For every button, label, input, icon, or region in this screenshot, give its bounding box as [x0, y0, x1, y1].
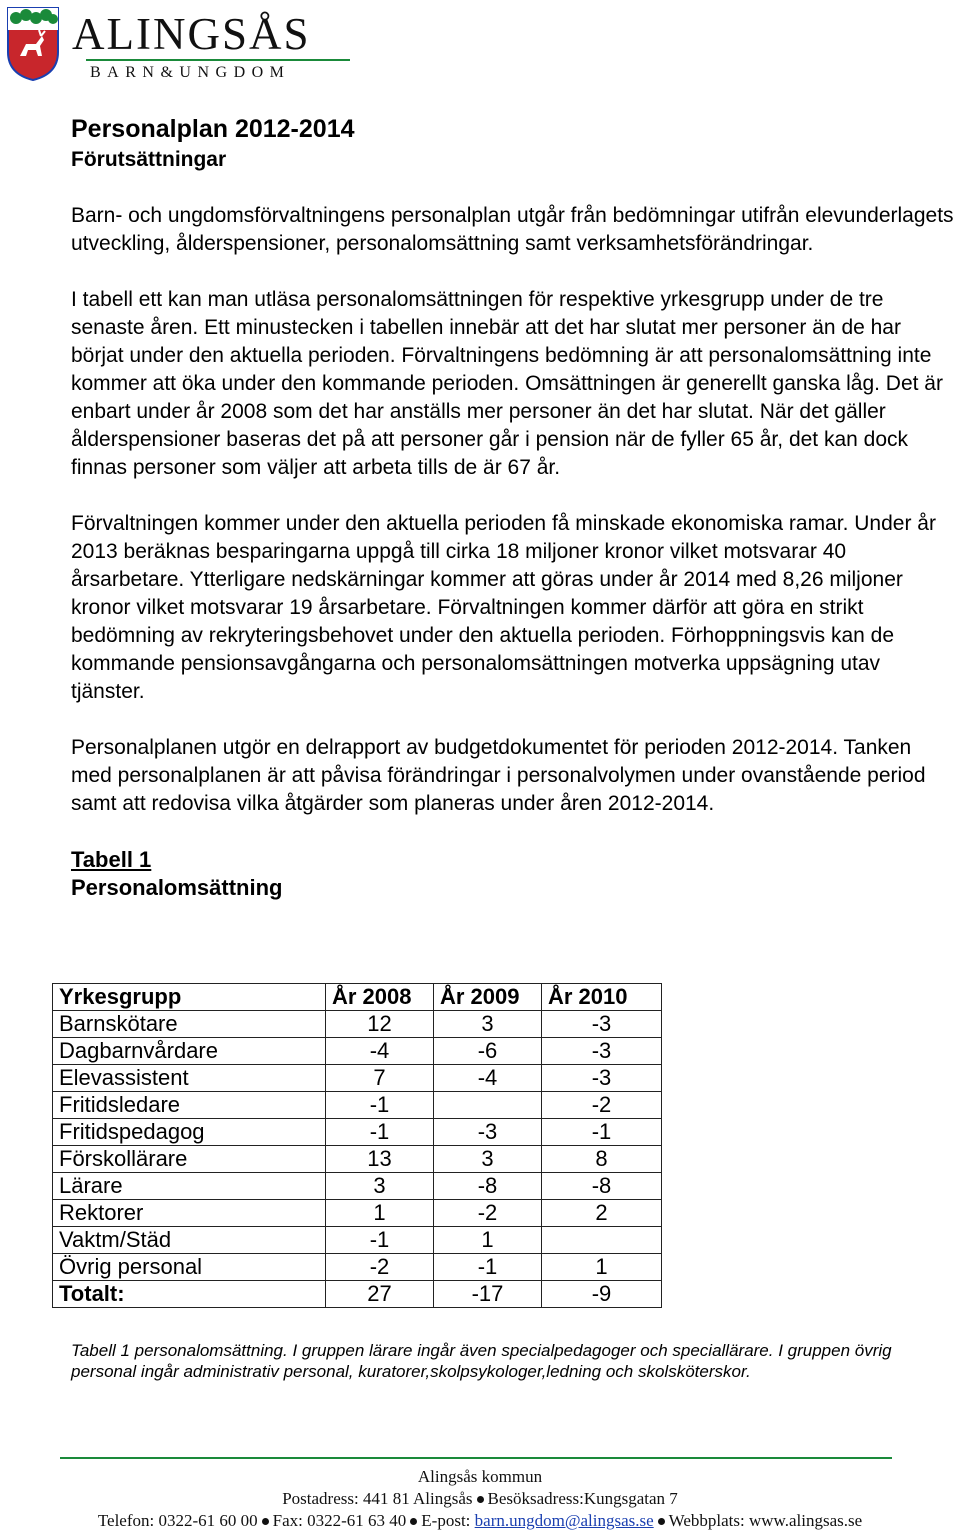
value-cell: -1 — [434, 1254, 542, 1281]
table-row — [53, 1173, 662, 1200]
value-cell: 1 — [326, 1200, 434, 1227]
footer-email-label: E-post: — [421, 1511, 471, 1530]
spacer — [71, 482, 956, 510]
paragraph-3: Förvaltningen kommer under den aktuella perioden få minskade ekonomiska ramar. Under år 2013 beräknas besparingarna uppgå till cirka 18 miljoner kronor vilket motsvarar 40 årsarbetare. Ytterligare nedskärningar kommer att göras under år 2014 med 8,26 miljoner kronor vilket motsvarar 19 årsarbetare. Förvaltningen kommer därför att göra en strikt bedömning av rekryteringsbehovet under den aktuella perioden. Förhoppningsvis kan de kommande pensionsavgångarna och personalomsättningen motverka uppsägning utav tjänster. — [71, 512, 936, 703]
column-header: År 2008 — [326, 984, 434, 1011]
footer-address-line — [0, 1488, 960, 1510]
brand-name: ALINGSÅS — [72, 9, 311, 59]
value-cell: -1 — [542, 1119, 662, 1146]
footer-org: Alingsås kommun — [417, 1467, 543, 1486]
spacer — [71, 706, 956, 734]
value-cell: -4 — [434, 1065, 542, 1092]
value-cell: 8 — [542, 1146, 662, 1173]
footer-divider — [60, 1457, 892, 1459]
table-row — [53, 1254, 662, 1281]
value-cell: -1 — [326, 1119, 434, 1146]
value-cell: 3 — [434, 1146, 542, 1173]
value-cell: 12 — [326, 1011, 434, 1038]
spacer — [71, 174, 956, 202]
table-heading: Personalomsättning — [71, 875, 283, 900]
table-row — [53, 1200, 662, 1227]
document-title: Personalplan 2012-2014 — [71, 115, 355, 143]
brand-subtitle: BARN&UNGDOM — [90, 64, 291, 81]
value-cell: -9 — [542, 1281, 662, 1308]
table-row — [53, 1011, 662, 1038]
value-cell: 13 — [326, 1146, 434, 1173]
footer — [0, 1466, 960, 1532]
document-body — [71, 112, 956, 902]
value-cell: -2 — [542, 1092, 662, 1119]
table-caption: Tabell 1 personalomsättning. I gruppen lärare ingår även specialpedagoger och speciallärare. I gruppen övrig personal ingår administrativ personal, kuratorer,skolpsykologer,ledning och skolsköterskor. — [71, 1341, 892, 1381]
row-label-cell: Dagbarnvårdare — [53, 1038, 326, 1065]
value-cell: 1 — [434, 1227, 542, 1254]
value-cell: 1 — [542, 1254, 662, 1281]
header — [6, 6, 366, 86]
footer-contact-line — [0, 1510, 960, 1532]
value-cell: -8 — [542, 1173, 662, 1200]
value-cell: 3 — [434, 1011, 542, 1038]
column-header: År 2010 — [542, 984, 662, 1011]
value-cell: 7 — [326, 1065, 434, 1092]
row-label-cell: Fritidsledare — [53, 1092, 326, 1119]
table-row — [53, 1146, 662, 1173]
row-label-cell: Totalt: — [53, 1281, 326, 1308]
table-row — [53, 1227, 662, 1254]
row-label-cell: Övrig personal — [53, 1254, 326, 1281]
footer-visit: Besöksadress:Kungsgatan 7 — [487, 1489, 678, 1508]
value-cell: -17 — [434, 1281, 542, 1308]
paragraph-1: Barn- och ungdomsförvaltningens personalplan utgår från bedömningar utifrån elevunderlagets utveckling, ålderspensioner, personalomsättning samt verksamhetsförändringar. — [71, 204, 954, 255]
spacer — [71, 818, 956, 846]
table-row — [53, 1092, 662, 1119]
value-cell: 2 — [542, 1200, 662, 1227]
value-cell: -1 — [326, 1227, 434, 1254]
value-cell: -2 — [434, 1200, 542, 1227]
value-cell: -8 — [434, 1173, 542, 1200]
row-label-cell: Elevassistent — [53, 1065, 326, 1092]
bullet-icon — [262, 1518, 269, 1525]
table-header-row — [53, 984, 662, 1011]
paragraph-4: Personalplanen utgör en delrapport av budgetdokumentet för perioden 2012-2014. Tanken med personalplanen är att påvisa förändringar i personalvolymen under ovanstående period samt att redovisa vilka åtgärder som planeras under åren 2012-2014. — [71, 736, 926, 815]
value-cell: -4 — [326, 1038, 434, 1065]
spacer — [71, 258, 956, 286]
value-cell — [434, 1092, 542, 1119]
footer-postal: Postadress: 441 81 Alingsås — [282, 1489, 473, 1508]
row-label-cell: Barnskötare — [53, 1011, 326, 1038]
table-row — [53, 1119, 662, 1146]
row-label-cell: Förskollärare — [53, 1146, 326, 1173]
value-cell: -3 — [542, 1038, 662, 1065]
brand-divider — [86, 59, 350, 61]
bullet-icon — [658, 1518, 665, 1525]
table-label: Tabell 1 — [71, 847, 152, 872]
row-label-cell: Fritidspedagog — [53, 1119, 326, 1146]
column-header: Yrkesgrupp — [53, 984, 326, 1011]
value-cell: -6 — [434, 1038, 542, 1065]
municipal-crest-logo — [6, 6, 60, 82]
table-row — [53, 1038, 662, 1065]
value-cell — [542, 1227, 662, 1254]
row-label-cell: Rektorer — [53, 1200, 326, 1227]
bullet-icon — [410, 1518, 417, 1525]
value-cell: -3 — [434, 1119, 542, 1146]
footer-fax: Fax: 0322-61 63 40 — [272, 1511, 407, 1530]
footer-web[interactable]: Webbplats: www.alingsas.se — [668, 1511, 863, 1530]
value-cell: -2 — [326, 1254, 434, 1281]
table-total-row — [53, 1281, 662, 1308]
bullet-icon — [477, 1496, 484, 1503]
value-cell: 27 — [326, 1281, 434, 1308]
value-cell: -1 — [326, 1092, 434, 1119]
value-cell: -3 — [542, 1011, 662, 1038]
table-row — [53, 1065, 662, 1092]
footer-email-link[interactable]: barn.ungdom@alingsas.se — [474, 1511, 654, 1530]
value-cell: 3 — [326, 1173, 434, 1200]
value-cell: -3 — [542, 1065, 662, 1092]
row-label-cell: Vaktm/Städ — [53, 1227, 326, 1254]
column-header: År 2009 — [434, 984, 542, 1011]
paragraph-2: I tabell ett kan man utläsa personalomsättningen för respektive yrkesgrupp under de tre senaste åren. Ett minustecken i tabellen innebär att det har slutat mer personer än de har börjat under den aktuella perioden. Förvaltningens bedömning är att personalomsättning inte kommer att öka under den kommande perioden. Omsättningen är generellt ganska låg. Det är enbart under år 2008 som det har anställs mer personer än det har slutat. När det gäller ålderspensioner baseras det på att personer går i pension när de fyller 65 år, det kan dock finnas personer som väljer att arbeta tills de är 67 år. — [71, 288, 943, 479]
row-label-cell: Lärare — [53, 1173, 326, 1200]
section-heading: Förutsättningar — [71, 148, 227, 171]
turnover-table — [52, 983, 662, 1308]
footer-phone: Telefon: 0322-61 60 00 — [97, 1511, 258, 1530]
